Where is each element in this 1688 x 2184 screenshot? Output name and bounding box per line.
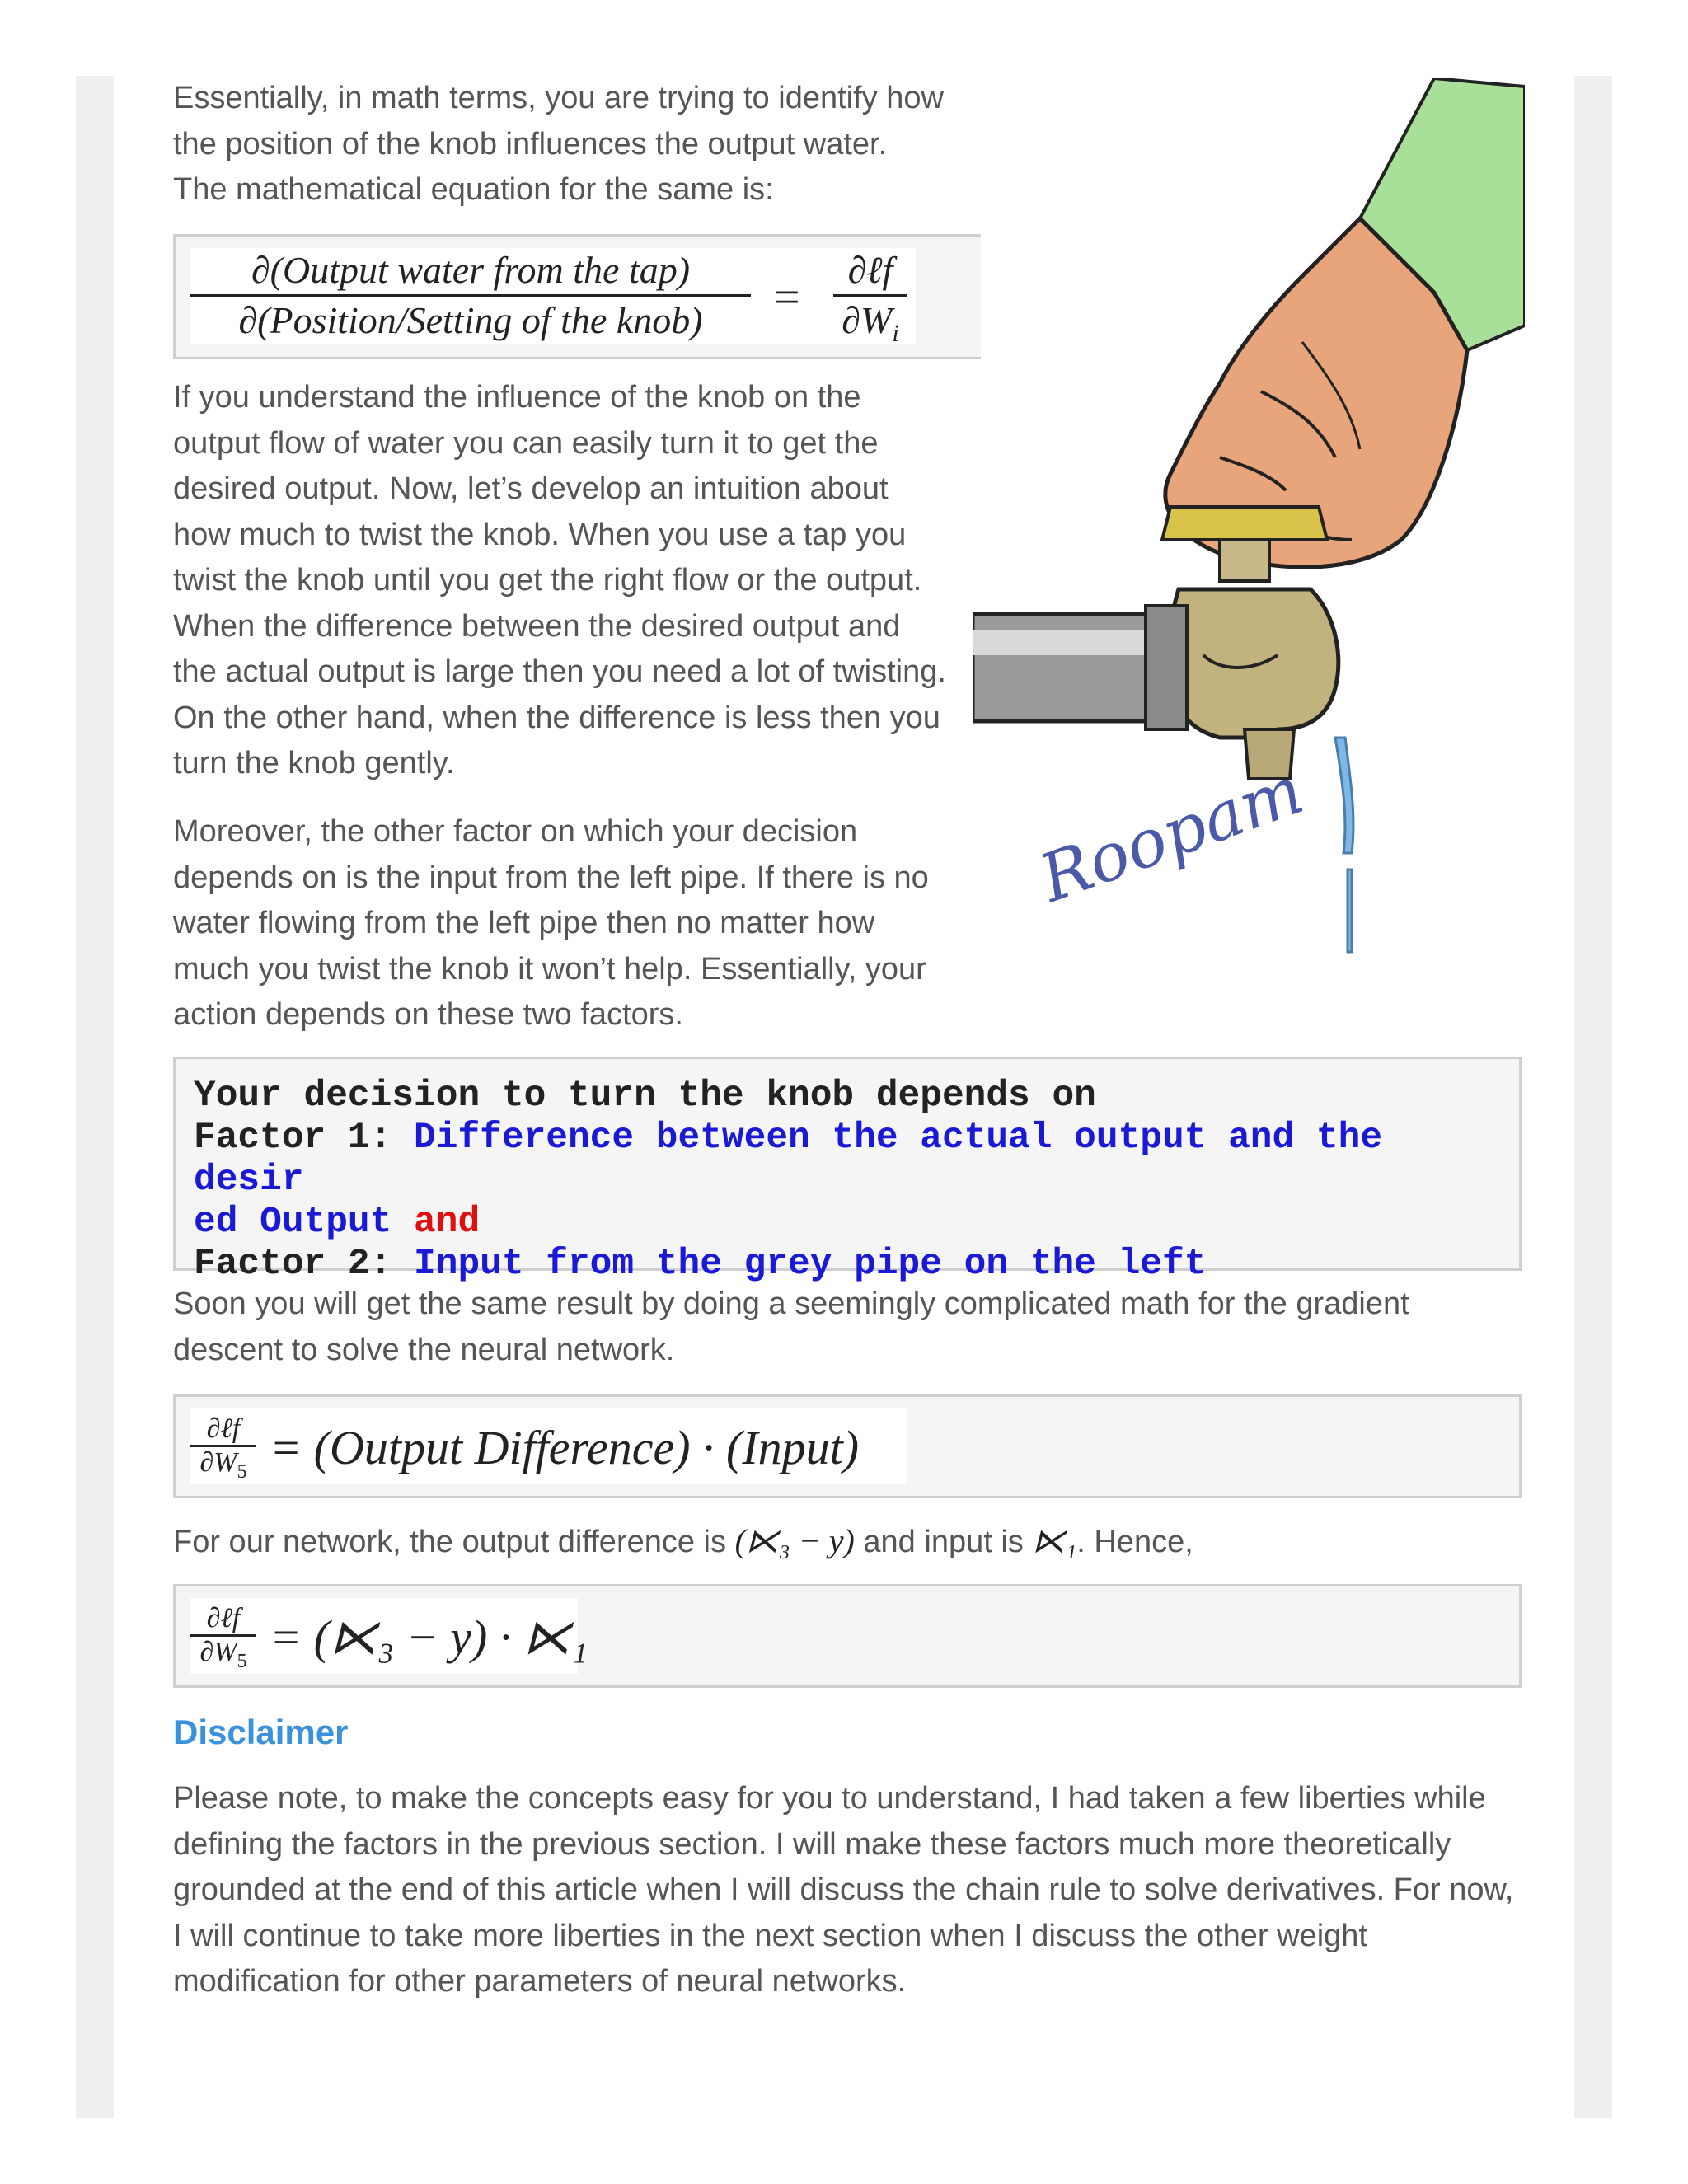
eq1-rhs-subscript: i xyxy=(892,320,899,348)
equation-3 xyxy=(190,1598,588,1674)
code-line-factor1 xyxy=(194,1118,1501,1202)
eq3-rhs: = (⋉₃ − y) · ⋉₁ xyxy=(270,1610,588,1664)
eq1-lhs-fraction xyxy=(190,248,751,343)
factor1-and: and xyxy=(414,1202,481,1243)
factor1-text-b: ed Output xyxy=(194,1202,415,1243)
factor1-label: Factor 1: xyxy=(194,1118,415,1159)
eq3-lhs-denominator-wrap xyxy=(190,1637,256,1677)
eq2-lhs-denominator: ∂W xyxy=(199,1447,237,1478)
eq1-rhs-fraction xyxy=(833,248,907,356)
code-line-factor1-cont xyxy=(194,1202,1501,1244)
eq3-lhs-numerator: ∂ℓf xyxy=(206,1603,241,1633)
code-block xyxy=(173,1057,1522,1285)
network-expr-input: ⋉₁ xyxy=(1032,1522,1077,1559)
eq1-rhs-bar xyxy=(833,294,907,297)
disclaimer-paragraph: Please note, to make the concepts easy for you to understand, I had taken a few liberties while defining the factors in the previous section. I will make these factors much more theoretically grounded at the end of this article when I will discuss the chain rule to solve derivatives. For now, I will continue to take more liberties in the next section when I discuss the other weight modification for other parameters of neural networks. xyxy=(173,1781,1514,1999)
network-expr-diff: (⋉₃ − y) xyxy=(734,1522,855,1559)
right-margin-rail xyxy=(1574,76,1612,2118)
factor1-text-a: Difference between the actual output and the desir xyxy=(194,1118,1383,1201)
eq1-rhs-denominator-wrap xyxy=(833,298,907,356)
tap-body xyxy=(1170,589,1339,738)
factor2-text: Input from the grey pipe on the left xyxy=(414,1244,1207,1285)
knob-shape xyxy=(1162,507,1327,540)
eq2-lhs-denominator-wrap xyxy=(190,1447,256,1488)
eq2-lhs-subscript: 5 xyxy=(237,1460,247,1483)
eq1-fraction-bar xyxy=(190,294,751,297)
soon-paragraph: Soon you will get the same result by doing a seemingly complicated math for the gradient descent to solve the neural network. xyxy=(173,1286,1409,1367)
network-text-middle: and input is xyxy=(854,1525,1033,1559)
intro-paragraph: Essentially, in math terms, you are trying to identify how the position of the knob influences the output water. The mathematical equation for the same is: xyxy=(173,81,944,207)
eq1-equals: = xyxy=(774,272,800,323)
knob-paragraph: If you understand the influence of the knob on the output flow of water you can easily turn it to get the desired output. Now, let’s develop an intuition about how much to twist the knob. When you use a tap you twist the knob until you get the right flow or the output. When the difference between the desired output and the actual output is large then you need a lot of twisting. On the other hand, when the difference is less then you turn the knob gently. xyxy=(173,380,946,780)
eq1-rhs-denominator: ∂W xyxy=(842,299,893,341)
eq3-lhs-subscript: 5 xyxy=(237,1650,247,1672)
network-text-before: For our network, the output difference is xyxy=(173,1525,735,1559)
eq1-lhs-numerator: ∂(Output water from the tap) xyxy=(251,249,691,291)
artist-signature: Roopam xyxy=(1029,752,1313,917)
factor2-label: Factor 2: xyxy=(194,1244,415,1285)
network-paragraph xyxy=(173,1518,1525,1566)
equation-box-3 xyxy=(173,1584,1522,1688)
code-line-1: Your decision to turn the knob depends on xyxy=(194,1076,1096,1117)
network-text-after: . Hence, xyxy=(1076,1525,1193,1559)
equation-2 xyxy=(190,1408,907,1484)
equation-box-2 xyxy=(173,1394,1522,1498)
pipe-paragraph: Moreover, the other factor on which your decision depends on is the input from the left pipe. If there is no water flowing from the left pipe then no matter how much you twist the knob it won’t help. Essentially, your action depends on these two factors. xyxy=(173,814,929,1032)
eq1-rhs-numerator: ∂ℓf xyxy=(847,249,893,291)
code-line-factor2 xyxy=(194,1244,1501,1286)
eq2-rhs: = (Output Difference) · (Input) xyxy=(270,1421,860,1474)
eq3-lhs-denominator: ∂W xyxy=(199,1637,237,1667)
equation-box-1 xyxy=(173,234,981,359)
eq2-lhs-numerator: ∂ℓf xyxy=(206,1413,241,1444)
equation-1 xyxy=(190,248,916,348)
hand-tap-illustration xyxy=(973,78,1525,968)
eq2-lhs-fraction xyxy=(190,1413,256,1488)
disclaimer-heading: Disclaimer xyxy=(173,1713,349,1751)
left-margin-rail xyxy=(76,76,114,2118)
water-stream xyxy=(1335,738,1353,853)
eq1-lhs-denominator: ∂(Position/Setting of the knob) xyxy=(238,299,703,341)
eq3-lhs-fraction xyxy=(190,1603,256,1677)
